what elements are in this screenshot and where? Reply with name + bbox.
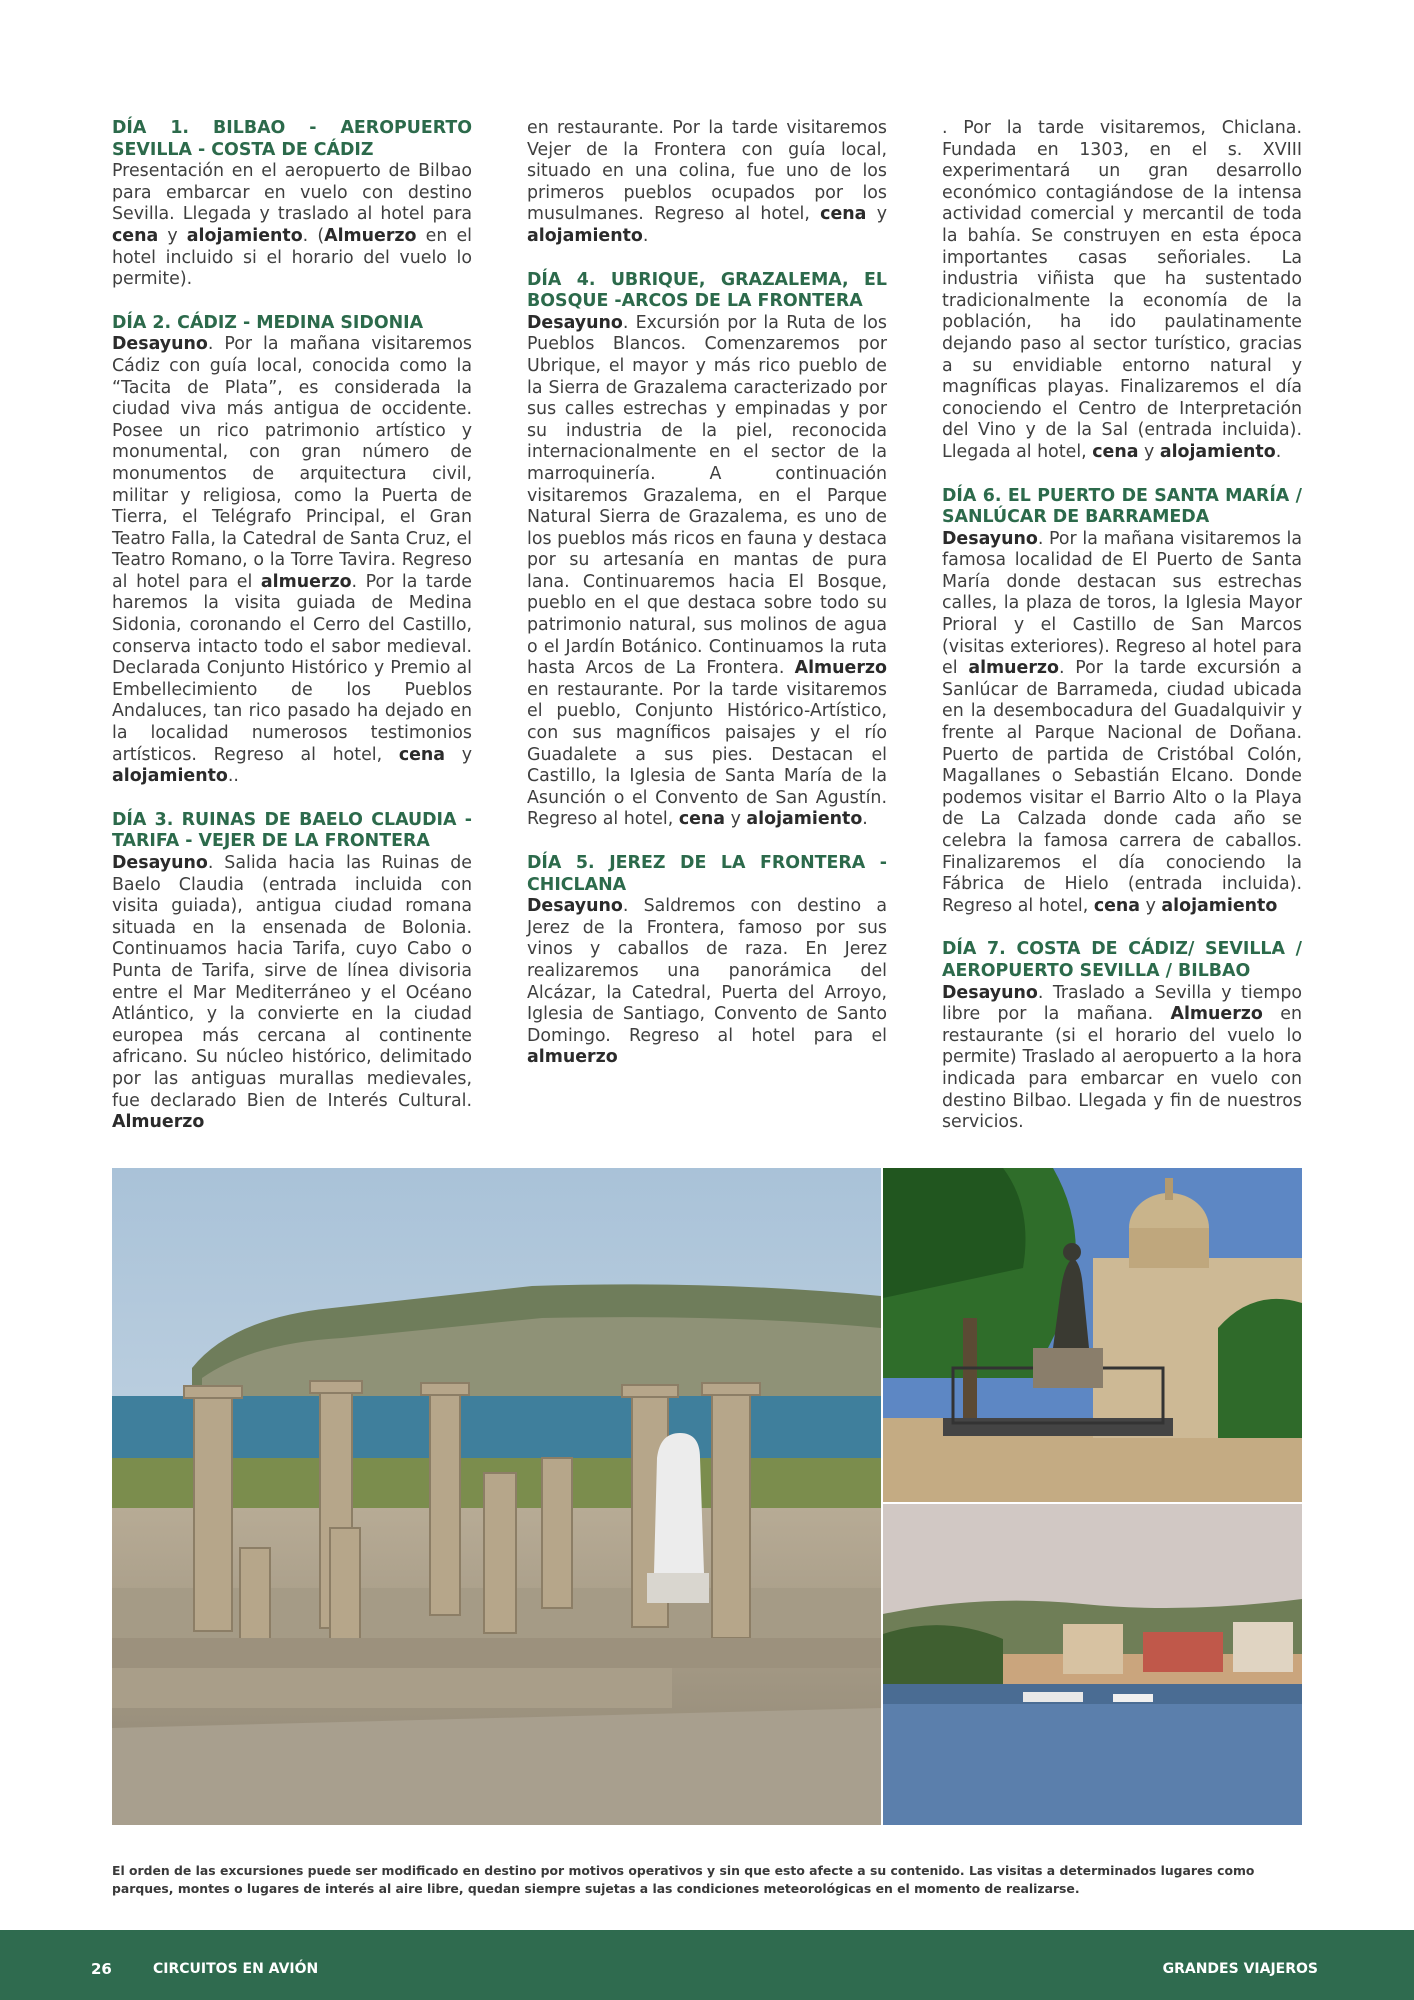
page-number: 26 [91,1960,112,1978]
bold-run: cena [1093,895,1141,916]
text-run: .. [227,766,239,787]
column-3 [942,118,1302,1156]
bold-run: alojamiento [186,225,303,246]
text-run: . Por la mañana visitaremos Cádiz con guía local, conocida como la “Tacita de Plata”, es considerada la ciudad viva más antigua de occidente. Posee un rico patrimonio artístico y monumental, con gran número de monumentos de arquitectura civil, militar y religiosa, como la Puerta de Tierra, el Telégrafo Principal, el Gran Teatro Falla, la Catedral de Santa Cruz, el Teatro Romano, o la Torre Tavira. Regreso al hotel para el [112,334,472,592]
day-block [527,853,887,1069]
text-run: y [1140,895,1162,916]
bold-run: almuerzo [968,658,1059,679]
day-text [527,118,887,248]
bold-run: Desayuno [942,982,1038,1003]
bold-run: alojamiento [1159,441,1276,462]
day-title: DÍA 6. EL PUERTO DE SANTA MARÍA / SANLÚCAR DE BARRAMEDA [942,485,1302,528]
bold-run: Almuerzo [794,658,887,679]
photo-collage [112,1168,1302,1825]
bold-run: almuerzo [260,571,352,592]
text-run: . Traslado a Sevilla y tiempo libre por la mañana. [942,982,1302,1025]
bold-run: alojamiento [527,225,643,246]
day-block-continued [527,118,887,248]
day-text [942,983,1302,1134]
bold-run: Almuerzo [324,225,417,246]
itinerary-columns [112,118,1302,1133]
day-title: DÍA 1. BILBAO - AEROPUERTO SEVILLA - COSTA DE CÁDIZ [112,118,472,160]
text-run: . [862,809,868,830]
photo-baelo-claudia-ruins [112,1168,881,1825]
day-text [942,118,1302,464]
bold-run: Desayuno [527,896,623,917]
section-title: CIRCUITOS EN AVIÓN [153,1961,319,1977]
text-run: en restaurante. Por la tarde visitaremos el pueblo, Conjunto Histórico-Artístico, con sus magníficos paisajes y el río Guadalete a sus pies. Destacan el Castillo, la Iglesia de Santa María de la Asunción o el Convento de San Agustín. Regreso al hotel, [527,679,887,830]
photo-el-puerto-river [883,1504,1302,1825]
day-title: DÍA 2. CÁDIZ - MEDINA SIDONIA [112,312,424,333]
bold-run: cena [820,204,867,225]
day-text [942,529,1302,918]
day-text [112,334,472,787]
bold-run: Desayuno [527,312,623,333]
column-1 [112,118,472,1156]
bold-run: Almuerzo [112,1112,205,1133]
bold-run: cena [678,809,726,830]
text-run: Presentación en el aeropuerto de Bilbao para embarcar en vuelo con destino Sevilla. Llegada y traslado al hotel para [112,161,472,225]
day-text [527,896,887,1069]
bold-run: cena [112,225,159,246]
bold-run: cena [398,744,446,765]
disclaimer-note: El orden de las excursiones puede ser modificado en destino por motivos operativos y sin que esto afecte a su contenido. Las visitas a determinados lugares como parques, montes o lugares de interés al aire libre, quedan siempre sujetas a las condiciones meteorológicas en el momento de realizarse. [112,1863,1255,1896]
bold-run: Desayuno [112,853,208,873]
text-run: y [445,744,472,765]
page-footer [0,1930,1414,2000]
text-run: y [158,225,187,246]
bold-run: Almuerzo [1170,1004,1263,1025]
text-run: . Excursión por la Ruta de los Pueblos Blancos. Comenzaremos por Ubrique, el mayor y más rico pueblo de la Sierra de Grazalema caracterizado por sus calles estrechas y empinadas y por su industria de la piel, reconocida internacionalmente en el sector de la marroquinería. A continuación visitaremos Grazalema, en el Parque Natural Sierra de Grazalema, es uno de los pueblos más ricos en fauna y destaca por su artesanía en mantas de pura lana. Continuaremos hacia El Bosque, pueblo en el que destaca sobre todo su patrimonio natural, sus molinos de agua o el Jardín Botánico. Continuamos la ruta hasta Arcos de La Frontera. [527,312,887,679]
text-run: en restaurante. Por la tarde visitaremos Vejer de la Frontera con guía local, situado en una colina, fue uno de los primeros pueblos ocupados por los musulmanes. Regreso al hotel, [527,118,887,225]
bold-run: alojamiento [1161,895,1278,916]
text-run: y [725,809,747,830]
text-run: . Por la tarde haremos la visita guiada de Medina Sidonia, coronando el Cerro del Castillo, conserva intacto todo el sabor medieval. Declarada Conjunto Histórico y Premio al Embellecimiento de los Pueblos Andaluces, tan rico pasado ha dejado en la localidad numerosos testimonios artísticos. Regreso al hotel, [112,571,472,765]
day-title: DÍA 5. JEREZ DE LA FRONTERA - CHICLANA [527,853,887,895]
column-2 [527,118,887,1091]
day-title: DÍA 4. UBRIQUE, GRAZALEMA, EL BOSQUE -ARCOS DE LA FRONTERA [527,269,887,312]
text-run: en restaurante (si el horario del vuelo lo permite) Traslado al aeropuerto a la hora indicada para embarcar en vuelo con destino Bilbao. Llegada y fin de nuestros servicios. [942,1004,1302,1133]
bold-run: cena [1092,441,1139,462]
text-run: . Por la tarde excursión a Sanlúcar de Barrameda, ciudad ubicada en la desembocadura del Guadalquivir y frente al Parque Nacional de Doñana. Puerto de partida de Cristóbal Colón, Magallanes o Sebastián Elcano. Donde podemos visitar el Barrio Alto o la Playa de La Calzada donde cada año se celebra la famosa carrera de caballos. Finalizaremos el día conociendo la Fábrica de Hielo (entrada incluida). Regreso al hotel, [942,658,1302,916]
day-block [527,270,887,831]
day-block [112,313,472,788]
text-run: y [1138,441,1160,462]
day-text [112,161,472,291]
day-text [527,313,887,831]
day-block [942,486,1302,918]
day-title: DÍA 7. COSTA DE CÁDIZ/ SEVILLA / AEROPUERTO SEVILLA / BILBAO [942,939,1302,981]
text-run: . [642,225,649,246]
day-text [112,853,472,1134]
photo-jerez-statue [883,1168,1302,1502]
day-block [112,810,472,1134]
day-block [112,118,472,291]
bold-run: alojamiento [746,809,863,830]
text-run: . ( [302,225,325,246]
text-run: . Salida hacia las Ruinas de Baelo Claudia (entrada incluida con visita guiada), antigua ciudad romana situada en la ensenada de Bolonia. Continuamos hacia Tarifa, cuyo Cabo o Punta de Tarifa, sirve de línea divisoria entre el Mar Mediterráneo y el Océano Atlántico, y la convierte en la ciudad europea más cercana al continente africano. Su núcleo histórico, delimitado por las antiguas murallas medievales, fue declarado Bien de Interés Cultural. [112,853,472,1111]
text-run: . Por la tarde visitaremos, Chiclana. Fundada en 1303, en el s. XVIII experimentará un gran desarrollo económico contagiándose de la intensa actividad comercial y mercantil de toda la bahía. Se construyen en esta época importantes casas señoriales. La industria viñista que ha sustentado tradicionalmente la economía de la población, ha ido paulatinamente dejando paso al sector turístico, gracias a su envidiable entorno natural y magníficas playas. Finalizaremos el día conociendo el Centro de Interpretación del Vino y de la Sal (entrada incluida). Llegada al hotel, [942,118,1302,462]
day-title: DÍA 3. RUINAS DE BAELO CLAUDIA - TARIFA - VEJER DE LA FRONTERA [112,809,472,852]
bold-run: alojamiento [112,766,228,787]
text-run: . Saldremos con destino a Jerez de la Frontera, famoso por sus vinos y caballos de raza. En Jerez realizaremos una panorámica del Alcázar, la Catedral, Puerta del Arroyo, Iglesia de Santiago, Convento de Santo Domingo. Regreso al hotel para el [527,896,887,1046]
text-run: y [866,204,887,225]
day-block [942,939,1302,1133]
bold-run: almuerzo [527,1047,618,1068]
bold-run: Desayuno [942,528,1038,549]
bold-run: Desayuno [112,334,208,355]
text-run: . Por la mañana visitaremos la famosa localidad de El Puerto de Santa María donde destacan sus estrechas calles, la plaza de toros, la Iglesia Mayor Prioral y el Castillo de San Marcos (visitas exteriores). Regreso al hotel para el [942,528,1302,679]
text-run: en el hotel incluido si el horario del vuelo lo permite). [112,225,472,290]
text-run: . [1275,441,1282,462]
brand-name: GRANDES VIAJEROS [1162,1961,1318,1977]
day-block-continued [942,118,1302,464]
